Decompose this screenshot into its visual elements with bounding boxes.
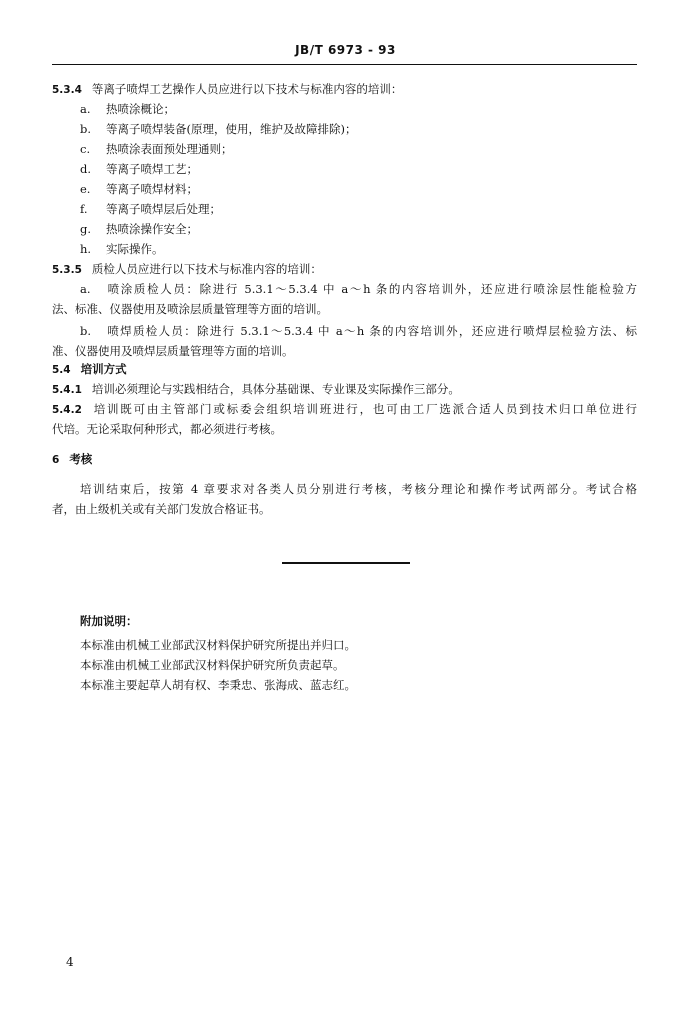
clause-number: 5.4.2 <box>52 404 82 416</box>
list-text: 实际操作。 <box>106 242 164 256</box>
notes-line: 本标准由机械工业部武汉材料保护研究所提出并归口。 <box>80 638 356 652</box>
list-marker: c. <box>80 142 91 156</box>
list-marker: g. <box>80 222 92 236</box>
header-rule <box>52 64 637 65</box>
clause-5-4-2-line2: 代培。无论采取何种形式，都必须进行考核。 <box>52 422 282 436</box>
section-5-4-heading <box>52 360 637 378</box>
clause-text: 质检人员应进行以下技术与标准内容的培训： <box>91 262 322 276</box>
clause-number: 6 <box>52 454 60 466</box>
list-marker: f. <box>80 202 88 216</box>
list-text: 热喷涂概论； <box>106 102 175 116</box>
clause-text: 培训必须理论与实践相结合，具体分基础课、专业课及实际操作三部分。 <box>91 382 460 396</box>
list-item <box>80 200 637 218</box>
list-marker: b. <box>80 324 92 338</box>
standard-code-header: JB/T 6973 - 93 <box>295 43 396 57</box>
list-marker: a. <box>80 282 91 296</box>
list-text: 热喷涂操作安全； <box>106 222 198 236</box>
list-text: 等离子喷焊材料； <box>106 182 198 196</box>
list-item <box>80 240 637 258</box>
list-text: 喷涂质检人员：除进行 5.3.1～5.3.4 中 a～h 条的内容培训外，还应进行喷涂层性能检验方 <box>106 282 637 296</box>
clause-5-3-4 <box>52 80 637 98</box>
clause-number: 5.3.4 <box>52 84 82 96</box>
list-marker: a. <box>80 102 91 116</box>
list-item-a-line2: 法、标准、仪器使用及喷涂层质量管理等方面的培训。 <box>52 302 328 316</box>
list-marker: h. <box>80 242 92 256</box>
section-6-heading <box>52 450 637 468</box>
clause-text: 等离子喷焊工艺操作人员应进行以下技术与标准内容的培训： <box>91 82 403 96</box>
clause-number: 5.3.5 <box>52 264 82 276</box>
list-item-b-line2: 准、仪器使用及喷焊层质量管理等方面的培训。 <box>52 344 294 358</box>
section-title: 考核 <box>69 452 93 466</box>
end-separator <box>282 562 410 564</box>
list-item <box>80 220 637 238</box>
section-title: 培训方式 <box>80 362 127 376</box>
list-text: 喷焊质检人员：除进行 5.3.1～5.3.4 中 a～h 条的内容培训外，还应进行喷焊层检验方法、标 <box>106 324 637 338</box>
section-6-line2: 者，由上级机关或有关部门发放合格证书。 <box>52 502 271 516</box>
list-item <box>80 100 637 118</box>
section-6-line1: 培训结束后，按第 4 章要求对各类人员分别进行考核，考核分理论和操作考试两部分。考试合格 <box>80 482 637 496</box>
clause-5-4-2-line1 <box>52 400 637 418</box>
list-item <box>80 180 637 198</box>
clause-number: 5.4.1 <box>52 384 82 396</box>
list-text: 等离子喷焊工艺； <box>106 162 198 176</box>
page-number: 4 <box>66 955 74 969</box>
list-text: 等离子喷焊装备(原理，使用，维护及故障排除)； <box>106 122 357 136</box>
clause-5-4-1 <box>52 380 637 398</box>
list-item <box>80 160 637 178</box>
list-marker: b. <box>80 122 92 136</box>
list-item <box>80 140 637 158</box>
list-text: 热喷涂表面预处理通则； <box>106 142 233 156</box>
notes-line: 本标准主要起草人胡有权、李秉忠、张海成、蓝志红。 <box>80 678 356 692</box>
clause-number: 5.4 <box>52 364 71 376</box>
notes-line: 本标准由机械工业部武汉材料保护研究所负责起草。 <box>80 658 345 672</box>
list-item-b-line1 <box>80 322 637 340</box>
list-item-a-line1 <box>80 280 637 298</box>
list-item <box>80 120 637 138</box>
list-marker: d. <box>80 162 92 176</box>
list-text: 等离子喷焊层后处理； <box>106 202 221 216</box>
clause-5-3-5 <box>52 260 637 278</box>
notes-title: 附加说明： <box>80 614 138 628</box>
list-marker: e. <box>80 182 91 196</box>
clause-text: 培训既可由主管部门或标委会组织培训班进行，也可由工厂选派合适人员到技术归口单位进行 <box>91 402 637 416</box>
